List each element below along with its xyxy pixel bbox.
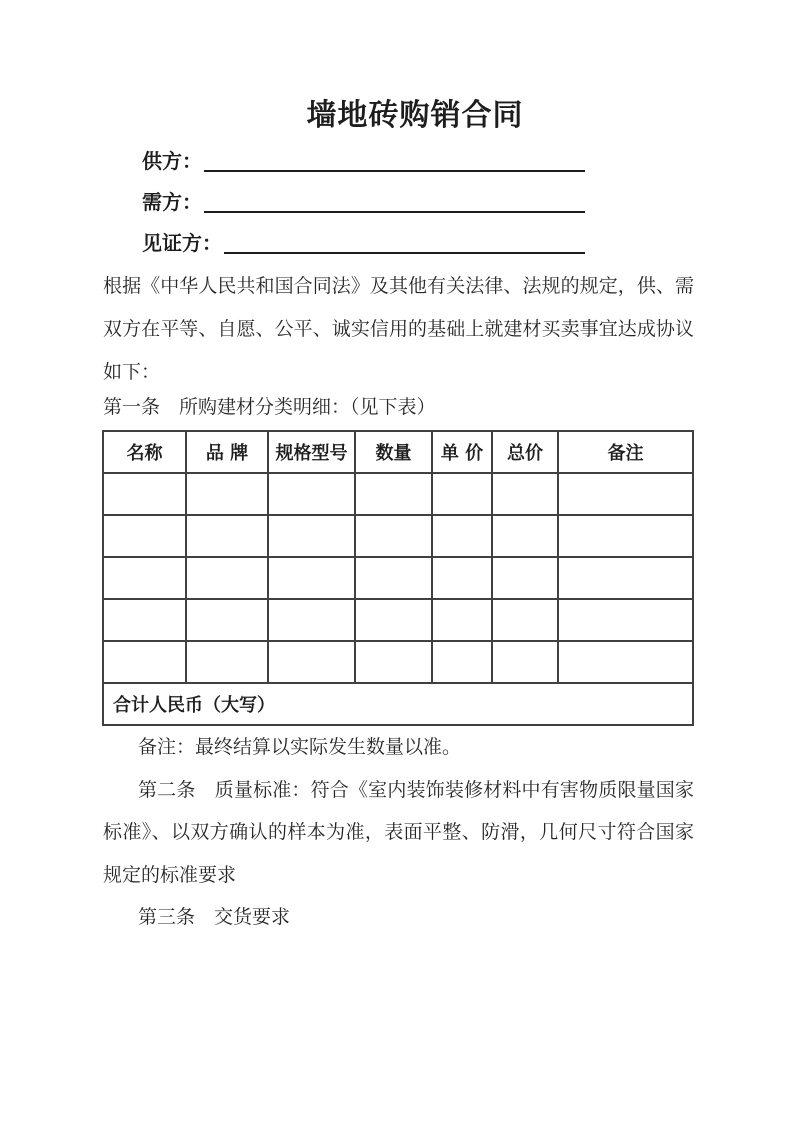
table-cell[interactable] [268, 557, 355, 599]
supplier-fill-line[interactable] [204, 170, 585, 172]
table-row [103, 641, 693, 683]
column-header-remarks: 备注 [558, 431, 693, 473]
table-row [103, 599, 693, 641]
table-cell[interactable] [492, 641, 558, 683]
table-cell[interactable] [186, 641, 268, 683]
table-header-row [103, 431, 693, 473]
table-cell[interactable] [558, 557, 693, 599]
table-row [103, 515, 693, 557]
witness-label: 见证方： [142, 231, 222, 255]
table-cell[interactable] [103, 641, 186, 683]
table-cell[interactable] [558, 515, 693, 557]
table-cell[interactable] [103, 599, 186, 641]
clause-2: 第二条 质量标准：符合《室内装饰装修材料中有害物质限量国家标准》、以双方确认的样本为准，表面平整、防滑，几何尺寸符合国家规定的标准要求 [103, 778, 694, 886]
witness-fill-line[interactable] [224, 252, 585, 254]
table-cell[interactable] [558, 641, 693, 683]
column-header-total-price: 总价 [492, 431, 558, 473]
table-cell[interactable] [186, 557, 268, 599]
party-row-supplier [142, 150, 585, 172]
table-cell[interactable] [355, 641, 432, 683]
table-cell[interactable] [432, 515, 492, 557]
table-cell[interactable] [492, 557, 558, 599]
party-row-buyer [142, 191, 585, 213]
total-rmb-label: 合计人民币（大写） [103, 683, 693, 725]
table-cell[interactable] [268, 641, 355, 683]
closing-clauses [103, 726, 694, 939]
column-header-name: 名称 [103, 431, 186, 473]
clause-3: 第三条 交货要求 [138, 906, 291, 928]
materials-table [102, 430, 694, 726]
table-cell[interactable] [186, 515, 268, 557]
table-cell[interactable] [186, 473, 268, 515]
table-cell[interactable] [103, 473, 186, 515]
table-cell[interactable] [268, 473, 355, 515]
table-footer-row [103, 683, 693, 725]
supplier-label: 供方： [142, 149, 202, 173]
table-cell[interactable] [355, 599, 432, 641]
table-cell[interactable] [492, 599, 558, 641]
table-cell[interactable] [432, 599, 492, 641]
buyer-label: 需方： [142, 190, 202, 214]
table-cell[interactable] [355, 515, 432, 557]
table-cell[interactable] [492, 515, 558, 557]
table-cell[interactable] [268, 599, 355, 641]
column-header-brand: 品 牌 [186, 431, 268, 473]
table-cell[interactable] [432, 557, 492, 599]
column-header-unit-price: 单 价 [432, 431, 492, 473]
page-title: 墙地砖购销合同 [306, 98, 524, 133]
clause-1: 第一条 所购建材分类明细：（见下表） [103, 396, 436, 418]
table-cell[interactable] [355, 557, 432, 599]
table-cell[interactable] [558, 473, 693, 515]
table-row [103, 473, 693, 515]
table-cell[interactable] [432, 473, 492, 515]
table-cell[interactable] [268, 515, 355, 557]
column-header-qty: 数量 [355, 431, 432, 473]
table-cell[interactable] [558, 599, 693, 641]
party-row-witness [142, 232, 585, 254]
table-cell[interactable] [103, 557, 186, 599]
table-cell[interactable] [432, 641, 492, 683]
table-cell[interactable] [186, 599, 268, 641]
note-line: 备注：最终结算以实际发生数量以准。 [138, 736, 462, 758]
column-header-spec: 规格型号 [268, 431, 355, 473]
table-cell[interactable] [103, 515, 186, 557]
intro-paragraph: 根据《中华人民共和国合同法》及其他有关法律、法规的规定，供、需双方在平等、自愿、公平、诚实信用的基础上就建材买卖事宜达成协议如下： [103, 275, 694, 383]
buyer-fill-line[interactable] [204, 211, 585, 213]
table-cell[interactable] [355, 473, 432, 515]
table-cell[interactable] [492, 473, 558, 515]
table-row [103, 557, 693, 599]
